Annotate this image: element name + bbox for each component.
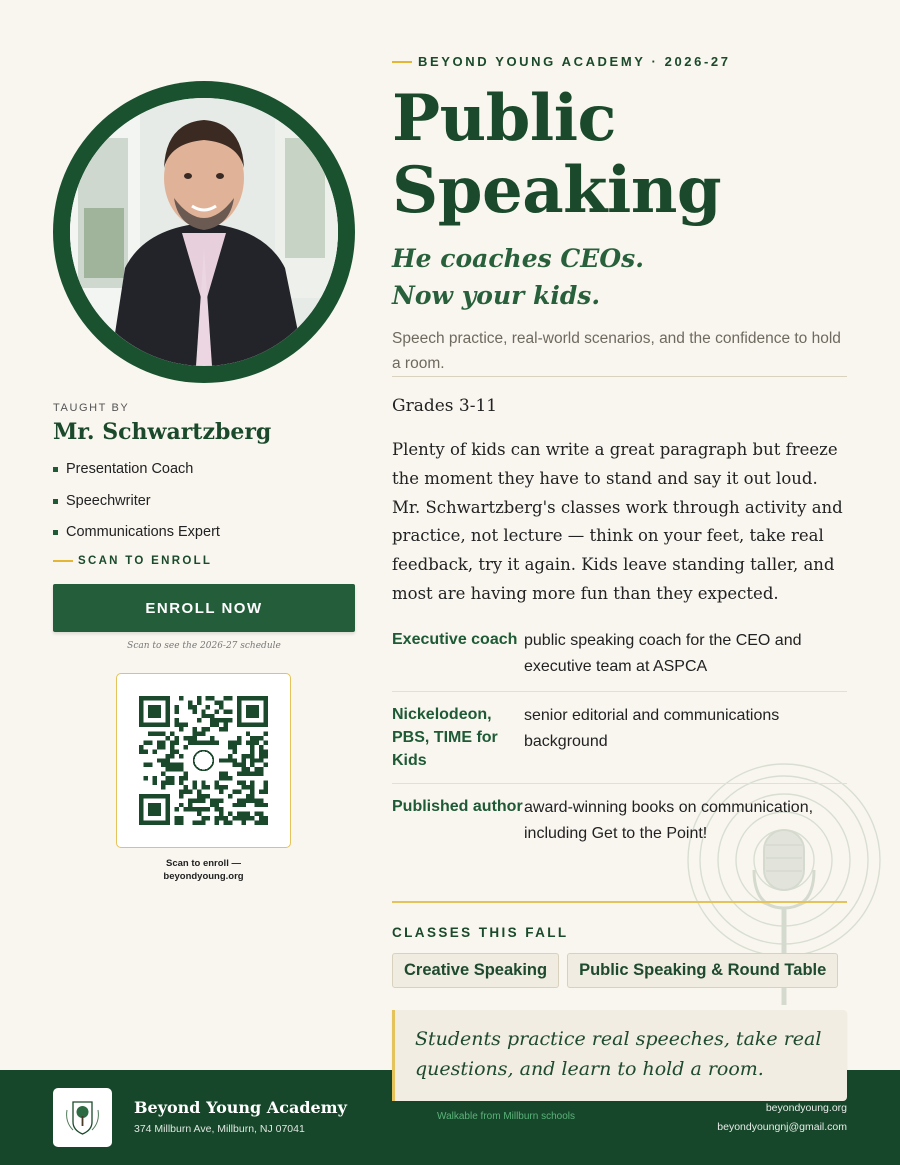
teacher-roles-list [53,459,220,554]
page-title [392,83,721,227]
teacher-name: Mr. Schwartzberg [53,419,272,445]
role-item: Communications Expert [53,522,220,554]
scan-heading-label: SCAN TO ENROLL [78,555,213,567]
qr-caption-line2: beyondyoung.org [163,871,244,882]
academy-logo [53,1088,112,1147]
scan-to-enroll-heading [53,555,212,567]
credential-row [392,703,847,784]
credential-label: Executive coach [392,631,518,648]
credentials-list [392,628,847,869]
credential-text: award-winning books on communication, including Get to the Point! [524,799,814,842]
schedule-note: Scan to see the 2026-27 schedule [127,641,281,651]
grades: Grades 3-11 [392,396,498,416]
title-line-1: Public [392,81,616,156]
role-item: Speechwriter [53,491,220,523]
class-chip: Creative Speaking [392,953,559,988]
qr-caption [116,857,291,883]
eyebrow-label: BEYOND YOUNG ACADEMY · 2026-27 [418,54,731,69]
classes-heading: CLASSES THIS FALL [392,925,569,940]
qr-code-icon [139,696,268,825]
credential-row [392,628,847,692]
subhead: Speech practice, real-world scenarios, and the confidence to hold a room. [392,330,841,372]
teacher-portrait [53,81,355,383]
footer-email-link[interactable]: beyondyoungnj@gmail.com [717,1121,847,1133]
portrait-photo [70,98,338,366]
credential-row [392,795,847,858]
quote-callout: Students practice real speeches, take real questions, and learn to hold a room. [392,1010,847,1101]
tagline-line-2: Now your kids. [392,281,601,310]
qr-code[interactable] [116,673,291,848]
divider [392,376,847,377]
tagline [392,240,644,314]
footer-walkable-note: Walkable from Millburn schools [437,1111,576,1122]
class-chips [392,953,838,988]
credential-label: Nickelodeon, PBS, TIME for Kids [392,706,498,769]
credential-text: senior editorial and communications background [524,707,780,750]
gold-divider [392,901,847,903]
gold-dash-icon [392,61,412,63]
qr-caption-line1: Scan to enroll — [166,858,241,869]
eyebrow [392,54,731,69]
credential-label: Published author [392,798,523,815]
course-description: Plenty of kids can write a great paragraph but freeze the moment they have to stand and say it out loud. Mr. Schwartzberg's classes work through activity and practice, not lecture — think on your feet, take real feedback, try it again. Kids leave standing taller, and most are having more fun than they expected. [392,440,843,603]
footer-address: 374 Millburn Ave, Millburn, NJ 07041 [134,1123,305,1135]
academy-logo-icon [53,1088,112,1147]
tagline-line-1: He coaches CEOs. [392,244,644,273]
title-line-2: Speaking [392,153,722,228]
footer-website-link[interactable]: beyondyoung.org [765,1102,847,1114]
role-item: Presentation Coach [53,459,220,491]
credential-text: public speaking coach for the CEO and executive team at ASPCA [524,632,802,675]
enroll-now-button[interactable]: ENROLL NOW [53,584,355,632]
footer-academy-name: Beyond Young Academy [134,1098,347,1117]
class-chip: Public Speaking & Round Table [567,953,838,988]
taught-by-label: TAUGHT BY [53,402,130,414]
gold-dash-icon [53,560,73,562]
